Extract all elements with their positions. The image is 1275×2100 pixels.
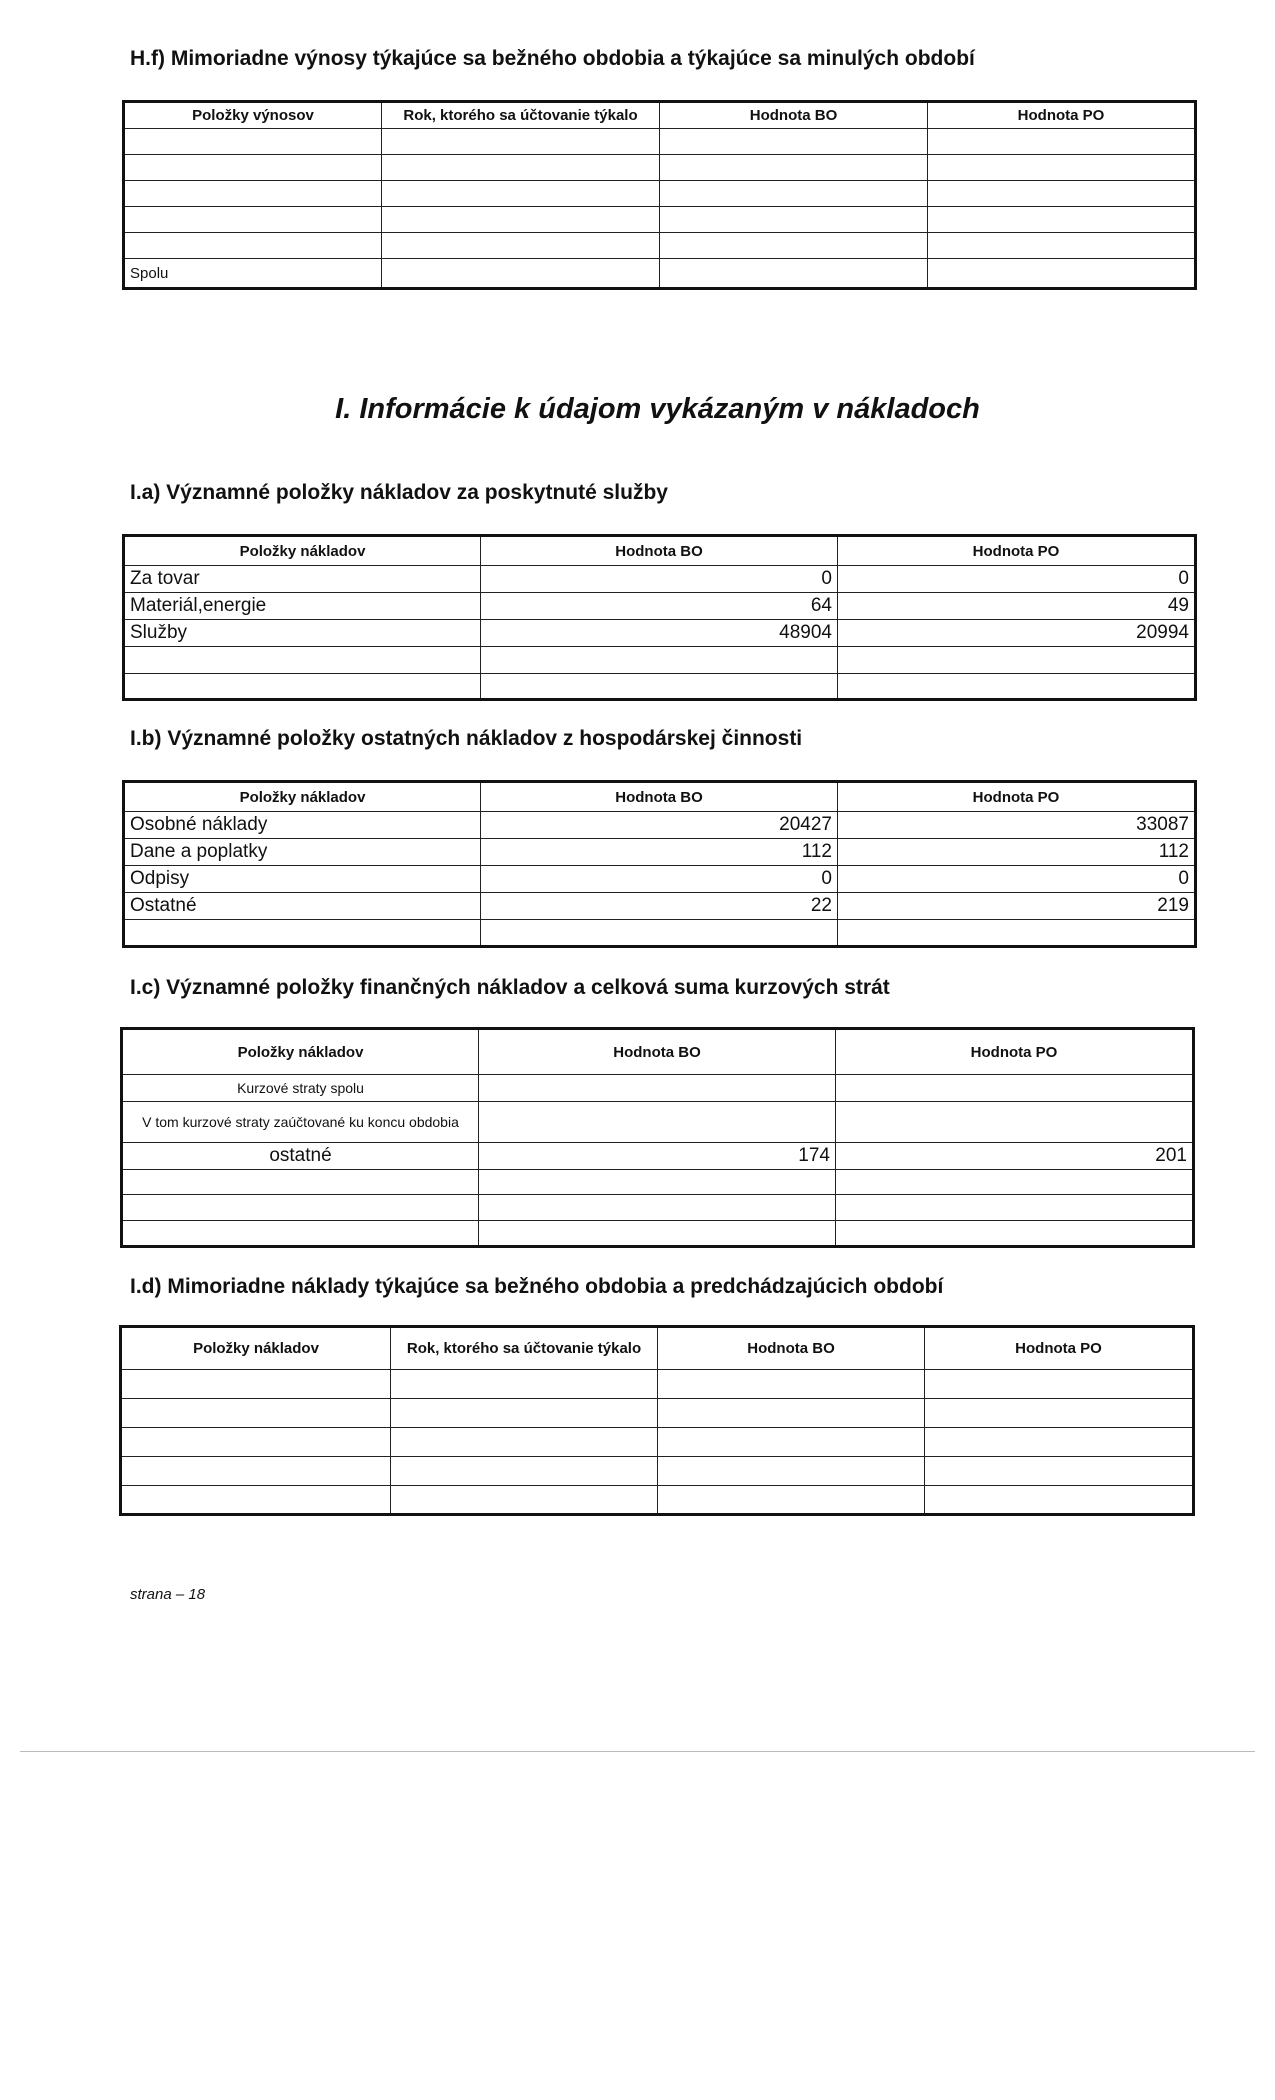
value-po: 49: [838, 593, 1196, 620]
table-row: [124, 129, 1196, 155]
value-bo: 112: [481, 839, 838, 866]
item-label: Osobné náklady: [124, 812, 481, 839]
col-header: Hodnota PO: [838, 782, 1196, 812]
page-number: strana – 18: [130, 1586, 206, 1603]
table-hf: [122, 100, 1197, 290]
value-bo: 22: [481, 893, 838, 920]
item-label: Služby: [124, 620, 481, 647]
col-header: Položky nákladov: [121, 1327, 391, 1370]
col-header: Hodnota PO: [838, 536, 1196, 566]
table-row: [124, 893, 1196, 920]
item-label: Kurzové straty spolu: [122, 1075, 479, 1102]
col-header: Položky nákladov: [122, 1029, 479, 1075]
table-row: [121, 1399, 1194, 1428]
table-row: [124, 647, 1196, 674]
table-row: [121, 1428, 1194, 1457]
table-row: [121, 1457, 1194, 1486]
table-row: [124, 920, 1196, 947]
value-bo: 48904: [481, 620, 838, 647]
table-row-total: [124, 259, 1196, 289]
value-po: 112: [838, 839, 1196, 866]
table-ic: [120, 1027, 1195, 1248]
value-bo: 174: [479, 1143, 836, 1170]
section-id-title: I.d) Mimoriadne náklady týkajúce sa bežného obdobia a predchádzajúcich období: [130, 1275, 944, 1298]
col-header: Položky nákladov: [124, 536, 481, 566]
section-i-title: I. Informácie k údajom vykázaným v nákladoch: [335, 393, 980, 425]
page-edge-divider: [20, 1751, 1255, 1752]
total-label: Spolu: [124, 259, 382, 289]
table-row: [122, 1221, 1194, 1247]
table-row: [124, 593, 1196, 620]
col-header: Hodnota BO: [479, 1029, 836, 1075]
table-row: [121, 1370, 1194, 1399]
item-label: Za tovar: [124, 566, 481, 593]
table-row: [124, 233, 1196, 259]
value-po: 0: [838, 566, 1196, 593]
table-ia: [122, 534, 1197, 701]
table-row: [122, 1195, 1194, 1221]
table-row: [124, 620, 1196, 647]
col-header: Rok, ktorého sa účtovanie týkalo: [391, 1327, 658, 1370]
table-row: [121, 1486, 1194, 1515]
value-po: 219: [838, 893, 1196, 920]
table-row: [122, 1143, 1194, 1170]
table-row: [124, 155, 1196, 181]
col-header: Rok, ktorého sa účtovanie týkalo: [382, 102, 660, 129]
col-header: Hodnota BO: [660, 102, 928, 129]
table-row: [122, 1075, 1194, 1102]
col-header: Položky nákladov: [124, 782, 481, 812]
value-bo: 20427: [481, 812, 838, 839]
item-label: Materiál,energie: [124, 593, 481, 620]
table-row: [124, 566, 1196, 593]
value-po: 33087: [838, 812, 1196, 839]
col-header: Hodnota BO: [658, 1327, 925, 1370]
item-label: Odpisy: [124, 866, 481, 893]
col-header: Hodnota BO: [481, 782, 838, 812]
section-ic-title: I.c) Významné položky finančných nákladov a celková suma kurzových strát: [130, 976, 890, 999]
table-row: [122, 1170, 1194, 1195]
table-row: [124, 207, 1196, 233]
col-header: Položky výnosov: [124, 102, 382, 129]
value-po: 0: [838, 866, 1196, 893]
item-label: V tom kurzové straty zaúčtované ku koncu obdobia: [122, 1102, 479, 1143]
col-header: Hodnota PO: [925, 1327, 1194, 1370]
section-ia-title: I.a) Významné položky nákladov za poskytnuté služby: [130, 481, 668, 504]
table-row: [124, 181, 1196, 207]
table-ib: [122, 780, 1197, 948]
table-row: [124, 674, 1196, 700]
table-row: [124, 866, 1196, 893]
col-header: Hodnota BO: [481, 536, 838, 566]
item-label: Dane a poplatky: [124, 839, 481, 866]
section-hf-title: H.f) Mimoriadne výnosy týkajúce sa bežného obdobia a týkajúce sa minulých období: [130, 47, 975, 70]
value-bo: 0: [481, 866, 838, 893]
item-label: ostatné: [122, 1143, 479, 1170]
value-po: 201: [836, 1143, 1194, 1170]
value-bo: 0: [481, 566, 838, 593]
item-label: Ostatné: [124, 893, 481, 920]
value-po: 20994: [838, 620, 1196, 647]
table-row: [124, 839, 1196, 866]
table-row: [122, 1102, 1194, 1143]
table-id: [119, 1325, 1195, 1516]
col-header: Hodnota PO: [836, 1029, 1194, 1075]
col-header: Hodnota PO: [928, 102, 1196, 129]
section-ib-title: I.b) Významné položky ostatných nákladov z hospodárskej činnosti: [130, 727, 803, 750]
value-bo: 64: [481, 593, 838, 620]
table-row: [124, 812, 1196, 839]
